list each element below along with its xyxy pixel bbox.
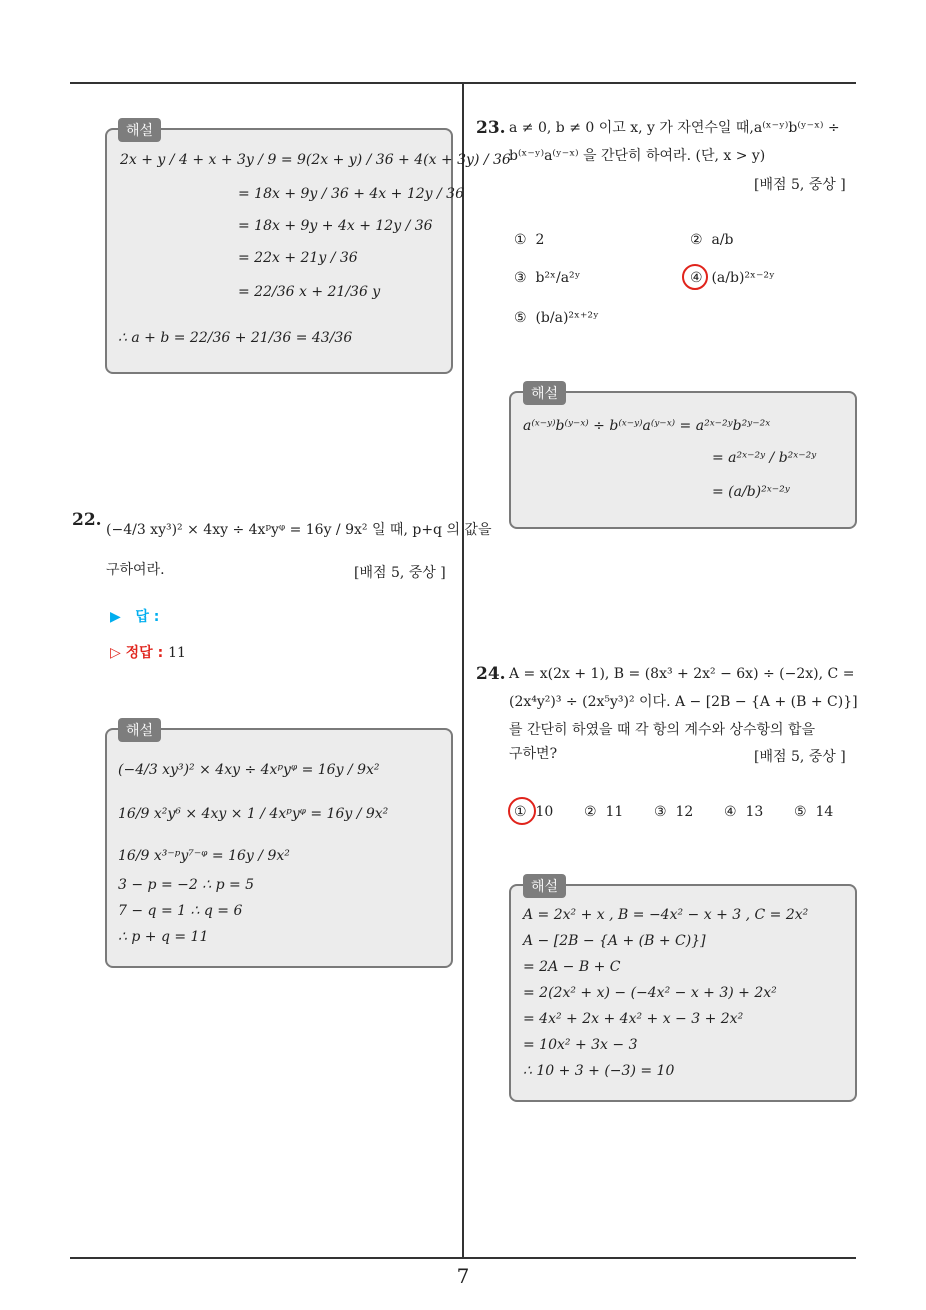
q24-solution-line: ∴ 10 + 3 + (−3) = 10 (523, 1063, 675, 1079)
q22-number: 22. (72, 510, 102, 530)
q22-text-line2: 구하여라. (106, 562, 165, 578)
choice-text: 13 (745, 804, 764, 820)
q24-text-line2: (2x⁴y²)³ ÷ (2x⁵y³)² 이다. A − [2B − {A + (B + C)}] (509, 694, 858, 710)
choice-number: ③ (514, 270, 527, 286)
choice-text: 10 (535, 804, 554, 820)
q24-solution-line: = 2A − B + C (523, 959, 621, 975)
q21-solution-tag: 해설 (118, 118, 161, 142)
choice-number: ② (584, 804, 597, 820)
correct-label: 정답 : (125, 645, 164, 661)
q23-number: 23. (476, 118, 506, 138)
selected-answer-circle-icon (508, 797, 536, 825)
choice-number: ④ (724, 804, 737, 820)
choice-number: ② (690, 232, 703, 248)
selected-answer-circle-icon (682, 264, 708, 290)
answer-label: 답 : (135, 609, 160, 625)
q23-choice-5[interactable] (514, 310, 599, 326)
choice-number: ③ (654, 804, 667, 820)
choice-text: a/b (711, 232, 734, 248)
q22-correct-answer (110, 642, 186, 662)
q24-solution-line: = 2(2x² + x) − (−4x² − x + 3) + 2x² (523, 985, 777, 1001)
q24-solution-line: = 4x² + 2x + 4x² + x − 3 + 2x² (523, 1011, 744, 1027)
q22-solution-line: 16/9 x²y⁶ × 4xy × 1 / 4xᵖyᵠ = 16y / 9x² (118, 806, 389, 822)
q24-choice-2[interactable] (584, 804, 623, 820)
q22-solution-tag: 해설 (118, 718, 161, 742)
q23-solution-line: a⁽ˣ⁻ʸ⁾b⁽ʸ⁻ˣ⁾ ÷ b⁽ˣ⁻ʸ⁾a⁽ʸ⁻ˣ⁾ = a²ˣ⁻²ʸb²ʸ⁻²ˣ (523, 418, 771, 434)
q22-solution-line: 3 − p = −2 ∴ p = 5 (118, 877, 255, 893)
q24-choice-5[interactable] (794, 804, 833, 820)
q23-meta: [배점 5, 중상 ] (754, 177, 846, 193)
q21-solution-line: = 22/36 x + 21/36 y (238, 284, 381, 300)
q23-solution-line: = a²ˣ⁻²ʸ / b²ˣ⁻²ʸ (712, 450, 817, 466)
choice-text: (a/b)²ˣ⁻²ʸ (711, 270, 775, 286)
q23-solution-tag: 해설 (523, 381, 566, 405)
choice-text: b²ˣ/a²ʸ (535, 270, 581, 286)
q23-text-line1: a ≠ 0, b ≠ 0 이고 x, y 가 자연수일 때,a⁽ˣ⁻ʸ⁾b⁽ʸ⁻ˣ⁾ ÷ (509, 120, 840, 136)
correct-arrow-icon: ▷ (110, 645, 121, 661)
q24-meta: [배점 5, 중상 ] (754, 749, 846, 765)
choice-number: ④ (690, 270, 703, 286)
q23-choice-1[interactable] (514, 232, 544, 248)
q22-answer-field (110, 606, 159, 626)
choice-number: ① (514, 804, 527, 820)
q24-choice-3[interactable] (654, 804, 693, 820)
choice-text: 11 (605, 804, 624, 820)
q21-solution-line: 2x + y / 4 + x + 3y / 9 = 9(2x + y) / 36 + 4(x + 3y) / 36 (120, 152, 511, 168)
q22-solution-line: ∴ p + q = 11 (118, 929, 209, 945)
q23-choice-3[interactable] (514, 270, 581, 286)
q24-solution-tag: 해설 (523, 874, 566, 898)
choice-text: 2 (535, 232, 545, 248)
q24-text-line1: A = x(2x + 1), B = (8x³ + 2x² − 6x) ÷ (−2x), C = (509, 666, 855, 682)
footer-rule (70, 1257, 856, 1259)
q23-solution-line: = (a/b)²ˣ⁻²ʸ (712, 484, 790, 500)
q24-text-line4: 구하면? (509, 746, 558, 762)
choice-text: (b/a)²ˣ⁺²ʸ (535, 310, 599, 326)
q22-solution-line: 16/9 x³⁻ᵖy⁷⁻ᵠ = 16y / 9x² (118, 848, 290, 864)
q22-text-line1: (−4/3 xy³)² × 4xy ÷ 4xᵖyᵠ = 16y / 9x² 일 때, p+q 의 값을 (106, 522, 492, 538)
choice-number: ① (514, 232, 527, 248)
q23-choice-2[interactable] (690, 232, 734, 248)
q22-meta: [배점 5, 중상 ] (354, 565, 446, 581)
choice-number: ⑤ (794, 804, 807, 820)
q24-solution-line: A = 2x² + x , B = −4x² − x + 3 , C = 2x² (523, 907, 809, 923)
page-number: 7 (456, 1264, 470, 1288)
choice-number: ⑤ (514, 310, 527, 326)
q22-solution-line: 7 − q = 1 ∴ q = 6 (118, 903, 243, 919)
answer-arrow-icon: ▶ (110, 609, 121, 625)
q24-choice-4[interactable] (724, 804, 763, 820)
q22-solution-line: (−4/3 xy³)² × 4xy ÷ 4xᵖyᵠ = 16y / 9x² (118, 762, 380, 778)
choice-text: 12 (675, 804, 694, 820)
q24-text-line3: 를 간단히 하였을 때 각 항의 계수와 상수항의 합을 (509, 722, 816, 738)
q21-solution-line: = 18x + 9y / 36 + 4x + 12y / 36 (238, 186, 464, 202)
q24-solution-line: A − [2B − {A + (B + C)}] (523, 933, 706, 949)
choice-text: 14 (815, 804, 834, 820)
q21-solution-line: ∴ a + b = 22/36 + 21/36 = 43/36 (118, 330, 353, 346)
q23-text-line2: b⁽ˣ⁻ʸ⁾a⁽ʸ⁻ˣ⁾ 을 간단히 하여라. (단, x > y) (509, 148, 766, 164)
column-divider (462, 84, 464, 1258)
correct-value: 11 (168, 645, 186, 661)
q24-number: 24. (476, 664, 506, 684)
q21-solution-line: = 18x + 9y + 4x + 12y / 36 (238, 218, 433, 234)
q24-solution-line: = 10x² + 3x − 3 (523, 1037, 638, 1053)
q21-solution-line: = 22x + 21y / 36 (238, 250, 358, 266)
